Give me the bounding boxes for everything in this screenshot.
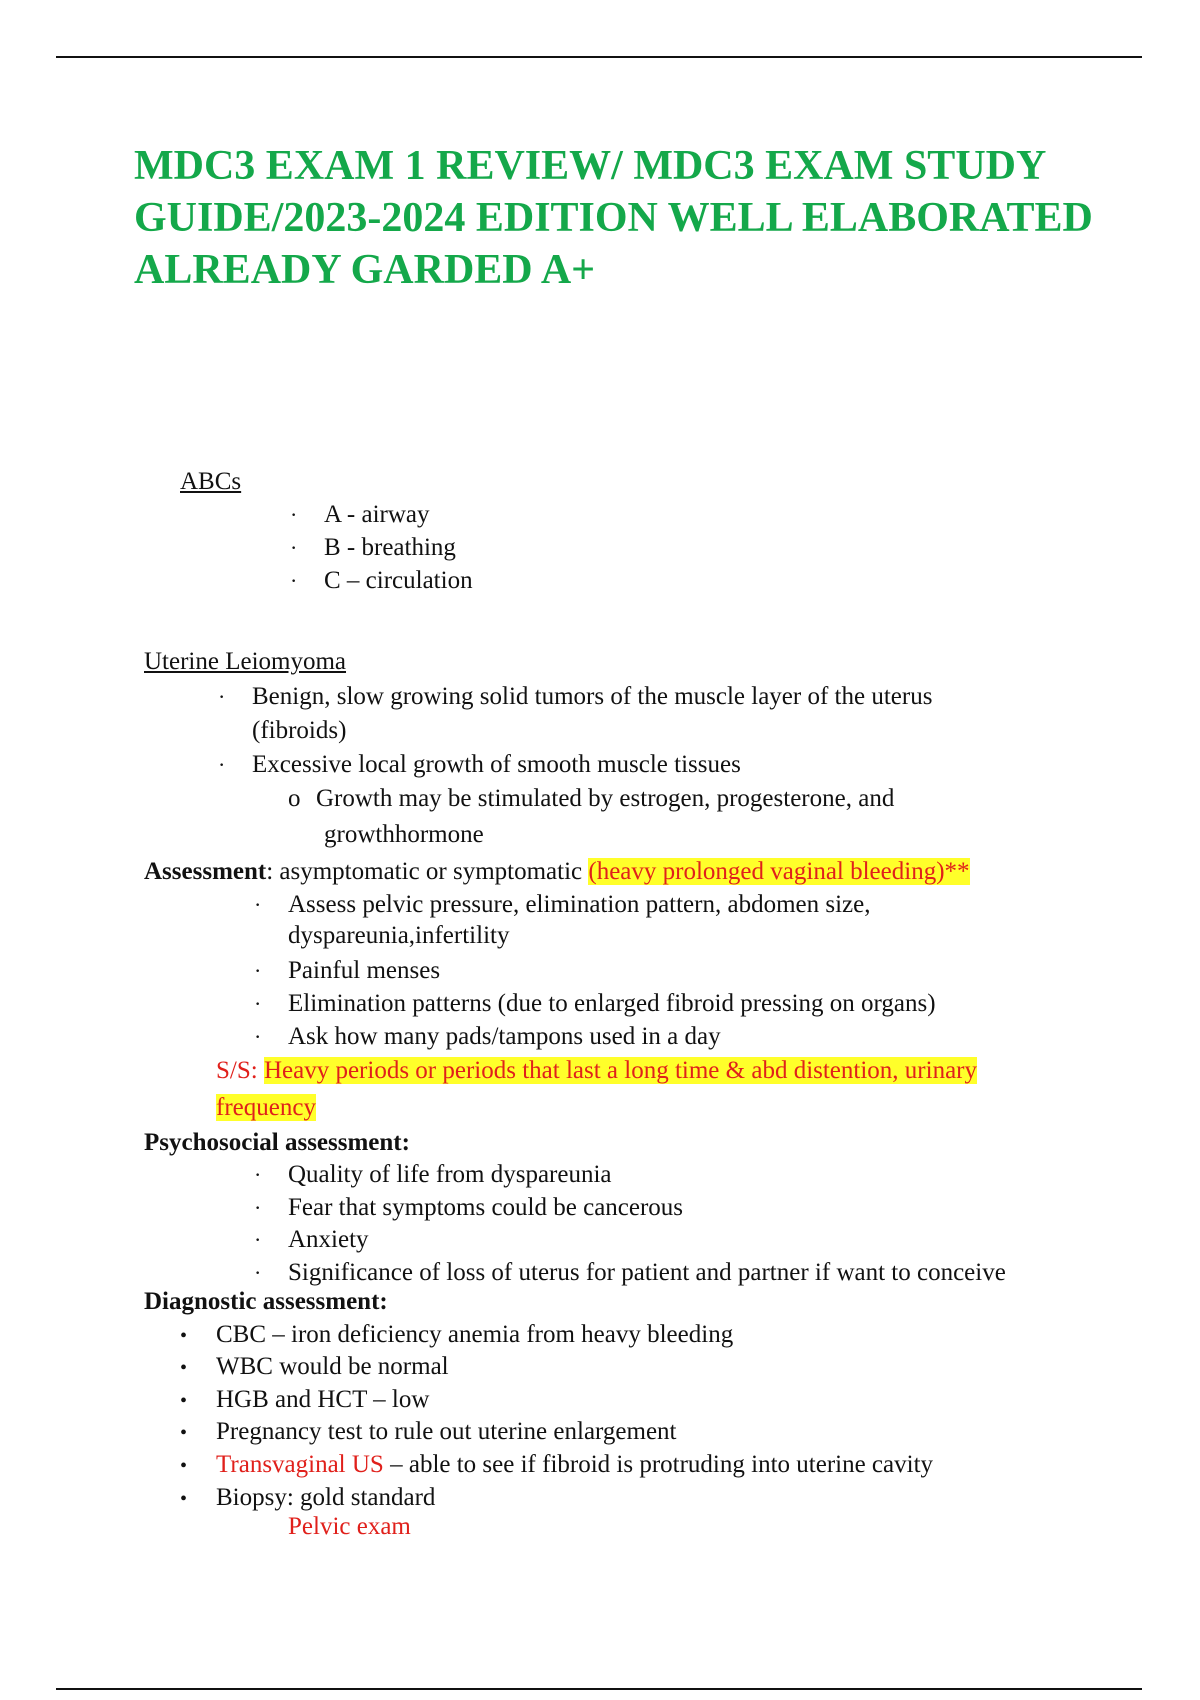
- list-item-continuation: dyspareunia,infertility: [288, 922, 510, 949]
- sub-bullet-marker: o: [288, 785, 301, 812]
- diagnostic-heading: Diagnostic assessment:: [144, 1288, 388, 1315]
- bullet: [218, 750, 225, 780]
- abcs-heading: ABCs: [180, 468, 242, 495]
- bullet: [254, 1160, 261, 1190]
- bullet: [254, 1022, 261, 1052]
- list-item: Ask how many pads/tampons used in a day: [288, 1023, 721, 1050]
- list-item: B - breathing: [324, 534, 456, 561]
- sub-list-item-continuation: growthhormone: [324, 821, 484, 848]
- list-item-continuation: (fibroids): [252, 717, 347, 744]
- list-item: HGB and HCT – low: [216, 1386, 430, 1413]
- bullet: [218, 682, 225, 712]
- assessment-label: Assessment: [144, 858, 267, 885]
- bullet: [254, 1258, 261, 1288]
- bullet: [290, 566, 297, 596]
- list-item: Significance of loss of uterus for patient and partner if want to conceive: [288, 1259, 1006, 1286]
- signs-symptoms-continuation: [216, 1093, 316, 1123]
- leiomyoma-heading: Uterine Leiomyoma: [144, 648, 347, 675]
- list-item: Fear that symptoms could be cancerous: [288, 1194, 684, 1221]
- transvaginal-us-item: [216, 1450, 933, 1480]
- bullet: [254, 1193, 261, 1223]
- list-item: Pregnancy test to rule out uterine enlargement: [216, 1418, 677, 1445]
- bullet: [180, 1385, 187, 1416]
- bullet: [290, 533, 297, 563]
- list-item: Excessive local growth of smooth muscle tissues: [252, 751, 741, 778]
- psychosocial-heading: Psychosocial assessment:: [144, 1129, 410, 1156]
- assessment-line: [144, 857, 970, 887]
- list-item: CBC – iron deficiency anemia from heavy bleeding: [216, 1321, 734, 1348]
- bottom-rule: [56, 1688, 1142, 1690]
- bullet: [254, 1225, 261, 1255]
- list-item: WBC would be normal: [216, 1353, 449, 1380]
- list-item: Biopsy: gold standard: [216, 1484, 436, 1511]
- bullet: [290, 500, 297, 530]
- bullet: [254, 956, 261, 986]
- list-item: A - airway: [324, 501, 430, 528]
- list-item: Painful menses: [288, 957, 441, 984]
- list-item: Benign, slow growing solid tumors of the muscle layer of the uterus: [252, 683, 933, 710]
- signs-symptoms-line: [216, 1056, 977, 1086]
- sub-list-item: Growth may be stimulated by estrogen, progesterone, and: [316, 785, 895, 812]
- signs-symptoms-text: Heavy periods or periods that last a long time & abd distention, urinary: [263, 1057, 977, 1084]
- bullet: [180, 1352, 187, 1383]
- pelvic-exam-note: Pelvic exam: [288, 1513, 411, 1540]
- bullet: [180, 1417, 187, 1448]
- list-item: C – circulation: [324, 567, 473, 594]
- bullet: [180, 1320, 187, 1351]
- document-title: MDC3 EXAM 1 REVIEW/ MDC3 EXAM STUDY GUIDE/2023-2024 EDITION WELL ELABORATED ALREADY GARDED A+: [134, 143, 1093, 293]
- list-item: Quality of life from dyspareunia: [288, 1161, 612, 1188]
- list-item: Assess pelvic pressure, elimination pattern, abdomen size,: [288, 891, 871, 918]
- signs-symptoms-label: S/S:: [216, 1057, 264, 1084]
- bullet: [254, 890, 261, 920]
- list-item: Elimination patterns (due to enlarged fibroid pressing on organs): [288, 990, 936, 1017]
- signs-symptoms-text-continued: frequency: [216, 1094, 316, 1121]
- transvaginal-us-label: Transvaginal US: [216, 1451, 384, 1478]
- assessment-text: : asymptomatic or symptomatic: [266, 858, 589, 885]
- list-item: Anxiety: [288, 1226, 369, 1253]
- bullet: [180, 1483, 187, 1514]
- top-rule: [56, 56, 1142, 58]
- bullet: [254, 989, 261, 1019]
- assessment-highlight: (heavy prolonged vaginal bleeding)**: [588, 858, 970, 885]
- transvaginal-us-text: – able to see if fibroid is protruding into uterine cavity: [383, 1451, 934, 1478]
- bullet: [180, 1450, 187, 1481]
